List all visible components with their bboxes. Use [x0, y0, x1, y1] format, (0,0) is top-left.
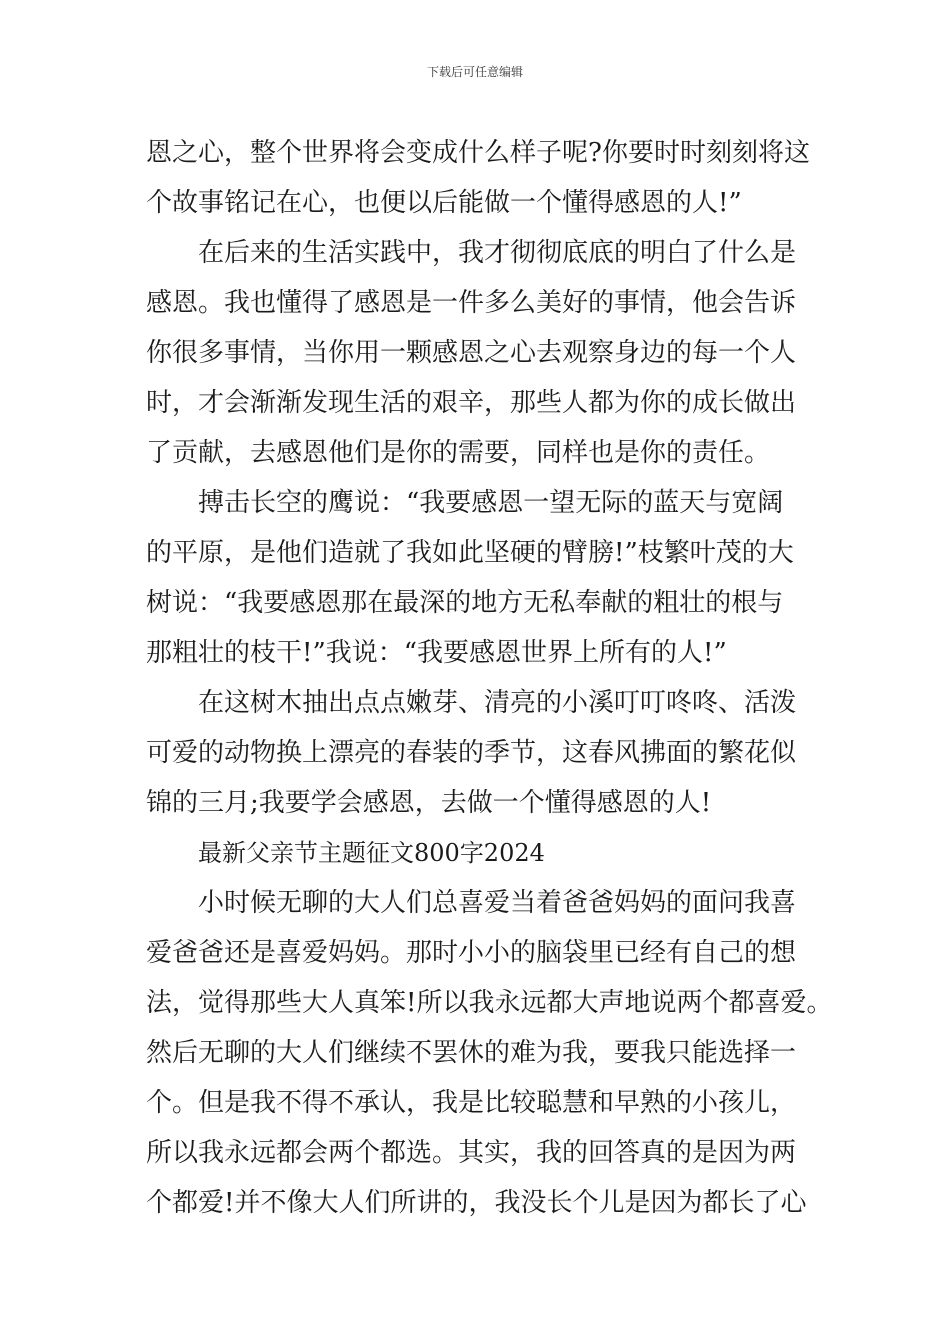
- text-line: 那粗壮的枝干!”我说：“我要感恩世界上所有的人!”: [146, 638, 727, 668]
- text-line: 感恩。我也懂得了感恩是一件多么美好的事情，他会告诉: [146, 288, 797, 318]
- page-header: 下载后可任意编辑: [426, 65, 523, 79]
- text-line: 搏击长空的鹰说：“我要感恩一望无际的蓝天与宽阔: [198, 488, 784, 518]
- text-line: 你很多事情，当你用一颗感恩之心去观察身边的每一个人: [146, 338, 797, 368]
- text-line: 恩之心，整个世界将会变成什么样子呢?你要时时刻刻将这: [146, 138, 810, 168]
- text-line: 小时候无聊的大人们总喜爱当着爸爸妈妈的面问我喜: [198, 888, 797, 918]
- text-line: 的平原，是他们造就了我如此坚硬的臂膀!”枝繁叶茂的大: [146, 538, 794, 568]
- text-line: 个都爱!并不像大人们所讲的，我没长个儿是因为都长了心: [146, 1188, 807, 1218]
- text-line: 锦的三月;我要学会感恩，去做一个懂得感恩的人!: [146, 788, 712, 818]
- document-body: [146, 128, 836, 1228]
- text-line: 在这树木抽出点点嫩芽、清亮的小溪叮叮咚咚、活泼: [198, 688, 797, 718]
- text-line: 爱爸爸还是喜爱妈妈。那时小小的脑袋里已经有自己的想: [146, 938, 797, 968]
- text-line: 树说：“我要感恩那在最深的地方无私奉献的粗壮的根与: [146, 588, 784, 618]
- text-line: 在后来的生活实践中，我才彻彻底底的明白了什么是: [198, 238, 797, 268]
- text-line: 法，觉得那些大人真笨!所以我永远都大声地说两个都喜爱。: [146, 988, 833, 1018]
- section-heading: 最新父亲节主题征文800字2024: [198, 839, 545, 867]
- text-line: 然后无聊的大人们继续不罢休的难为我，要我只能选择一: [146, 1038, 797, 1068]
- text-line: 所以我永远都会两个都选。其实，我的回答真的是因为两: [146, 1138, 797, 1168]
- text-line: 个故事铭记在心，也便以后能做一个懂得感恩的人!”: [146, 188, 742, 218]
- text-line: 时，才会渐渐发现生活的艰辛，那些人都为你的成长做出: [146, 388, 797, 418]
- text-line: 个。但是我不得不承认，我是比较聪慧和早熟的小孩儿，: [146, 1088, 797, 1118]
- text-line: 可爱的动物换上漂亮的春装的季节，这春风拂面的繁花似: [146, 738, 797, 768]
- text-line: 了贡献，去感恩他们是你的需要，同样也是你的责任。: [146, 438, 771, 468]
